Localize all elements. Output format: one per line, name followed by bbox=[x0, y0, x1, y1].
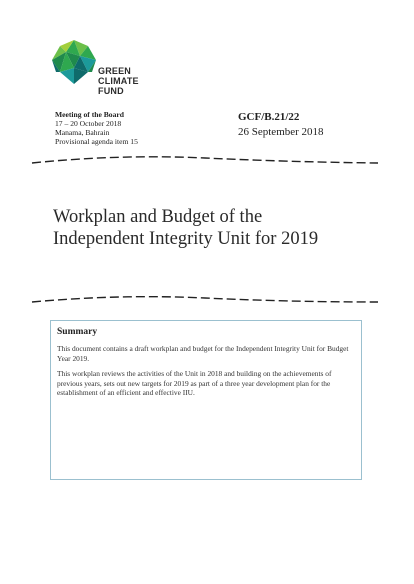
wave-divider-top bbox=[30, 152, 380, 168]
document-title bbox=[53, 206, 373, 250]
document-code: GCF/B.21/22 bbox=[238, 111, 300, 123]
summary-box bbox=[50, 320, 362, 480]
logo-line-fund: FUND bbox=[98, 86, 124, 96]
document-title-line-2: Independent Integrity Unit for 2019 bbox=[53, 229, 319, 249]
logo-line-green: GREEN bbox=[98, 66, 132, 76]
document-title-line-1: Workplan and Budget of the bbox=[53, 207, 263, 227]
meeting-dates: 17 – 20 October 2018 bbox=[55, 119, 122, 128]
wave-divider-bottom bbox=[30, 292, 380, 308]
document-reference bbox=[238, 110, 324, 140]
summary-heading: Summary bbox=[57, 327, 98, 337]
summary-paragraph-2: This workplan reviews the activities of the Unit in 2018 and building on the achievements of previous years, sets out new targets for 2019 as part of a three year development plan for the establishment of an efficient and effective IIU. bbox=[57, 369, 332, 397]
meeting-info bbox=[55, 110, 138, 146]
logo-wordmark bbox=[98, 66, 139, 96]
summary-paragraph-1: This document contains a draft workplan and budget for the Independent Integrity Unit for Budget Year 2019. bbox=[57, 344, 349, 363]
logo-line-climate: CLIMATE bbox=[98, 76, 139, 86]
meeting-agenda: Provisional agenda item 15 bbox=[55, 137, 138, 146]
document-date: 26 September 2018 bbox=[238, 126, 324, 138]
meeting-location: Manama, Bahrain bbox=[55, 128, 110, 137]
meeting-title: Meeting of the Board bbox=[55, 110, 124, 119]
green-climate-fund-globe-icon bbox=[50, 38, 98, 86]
